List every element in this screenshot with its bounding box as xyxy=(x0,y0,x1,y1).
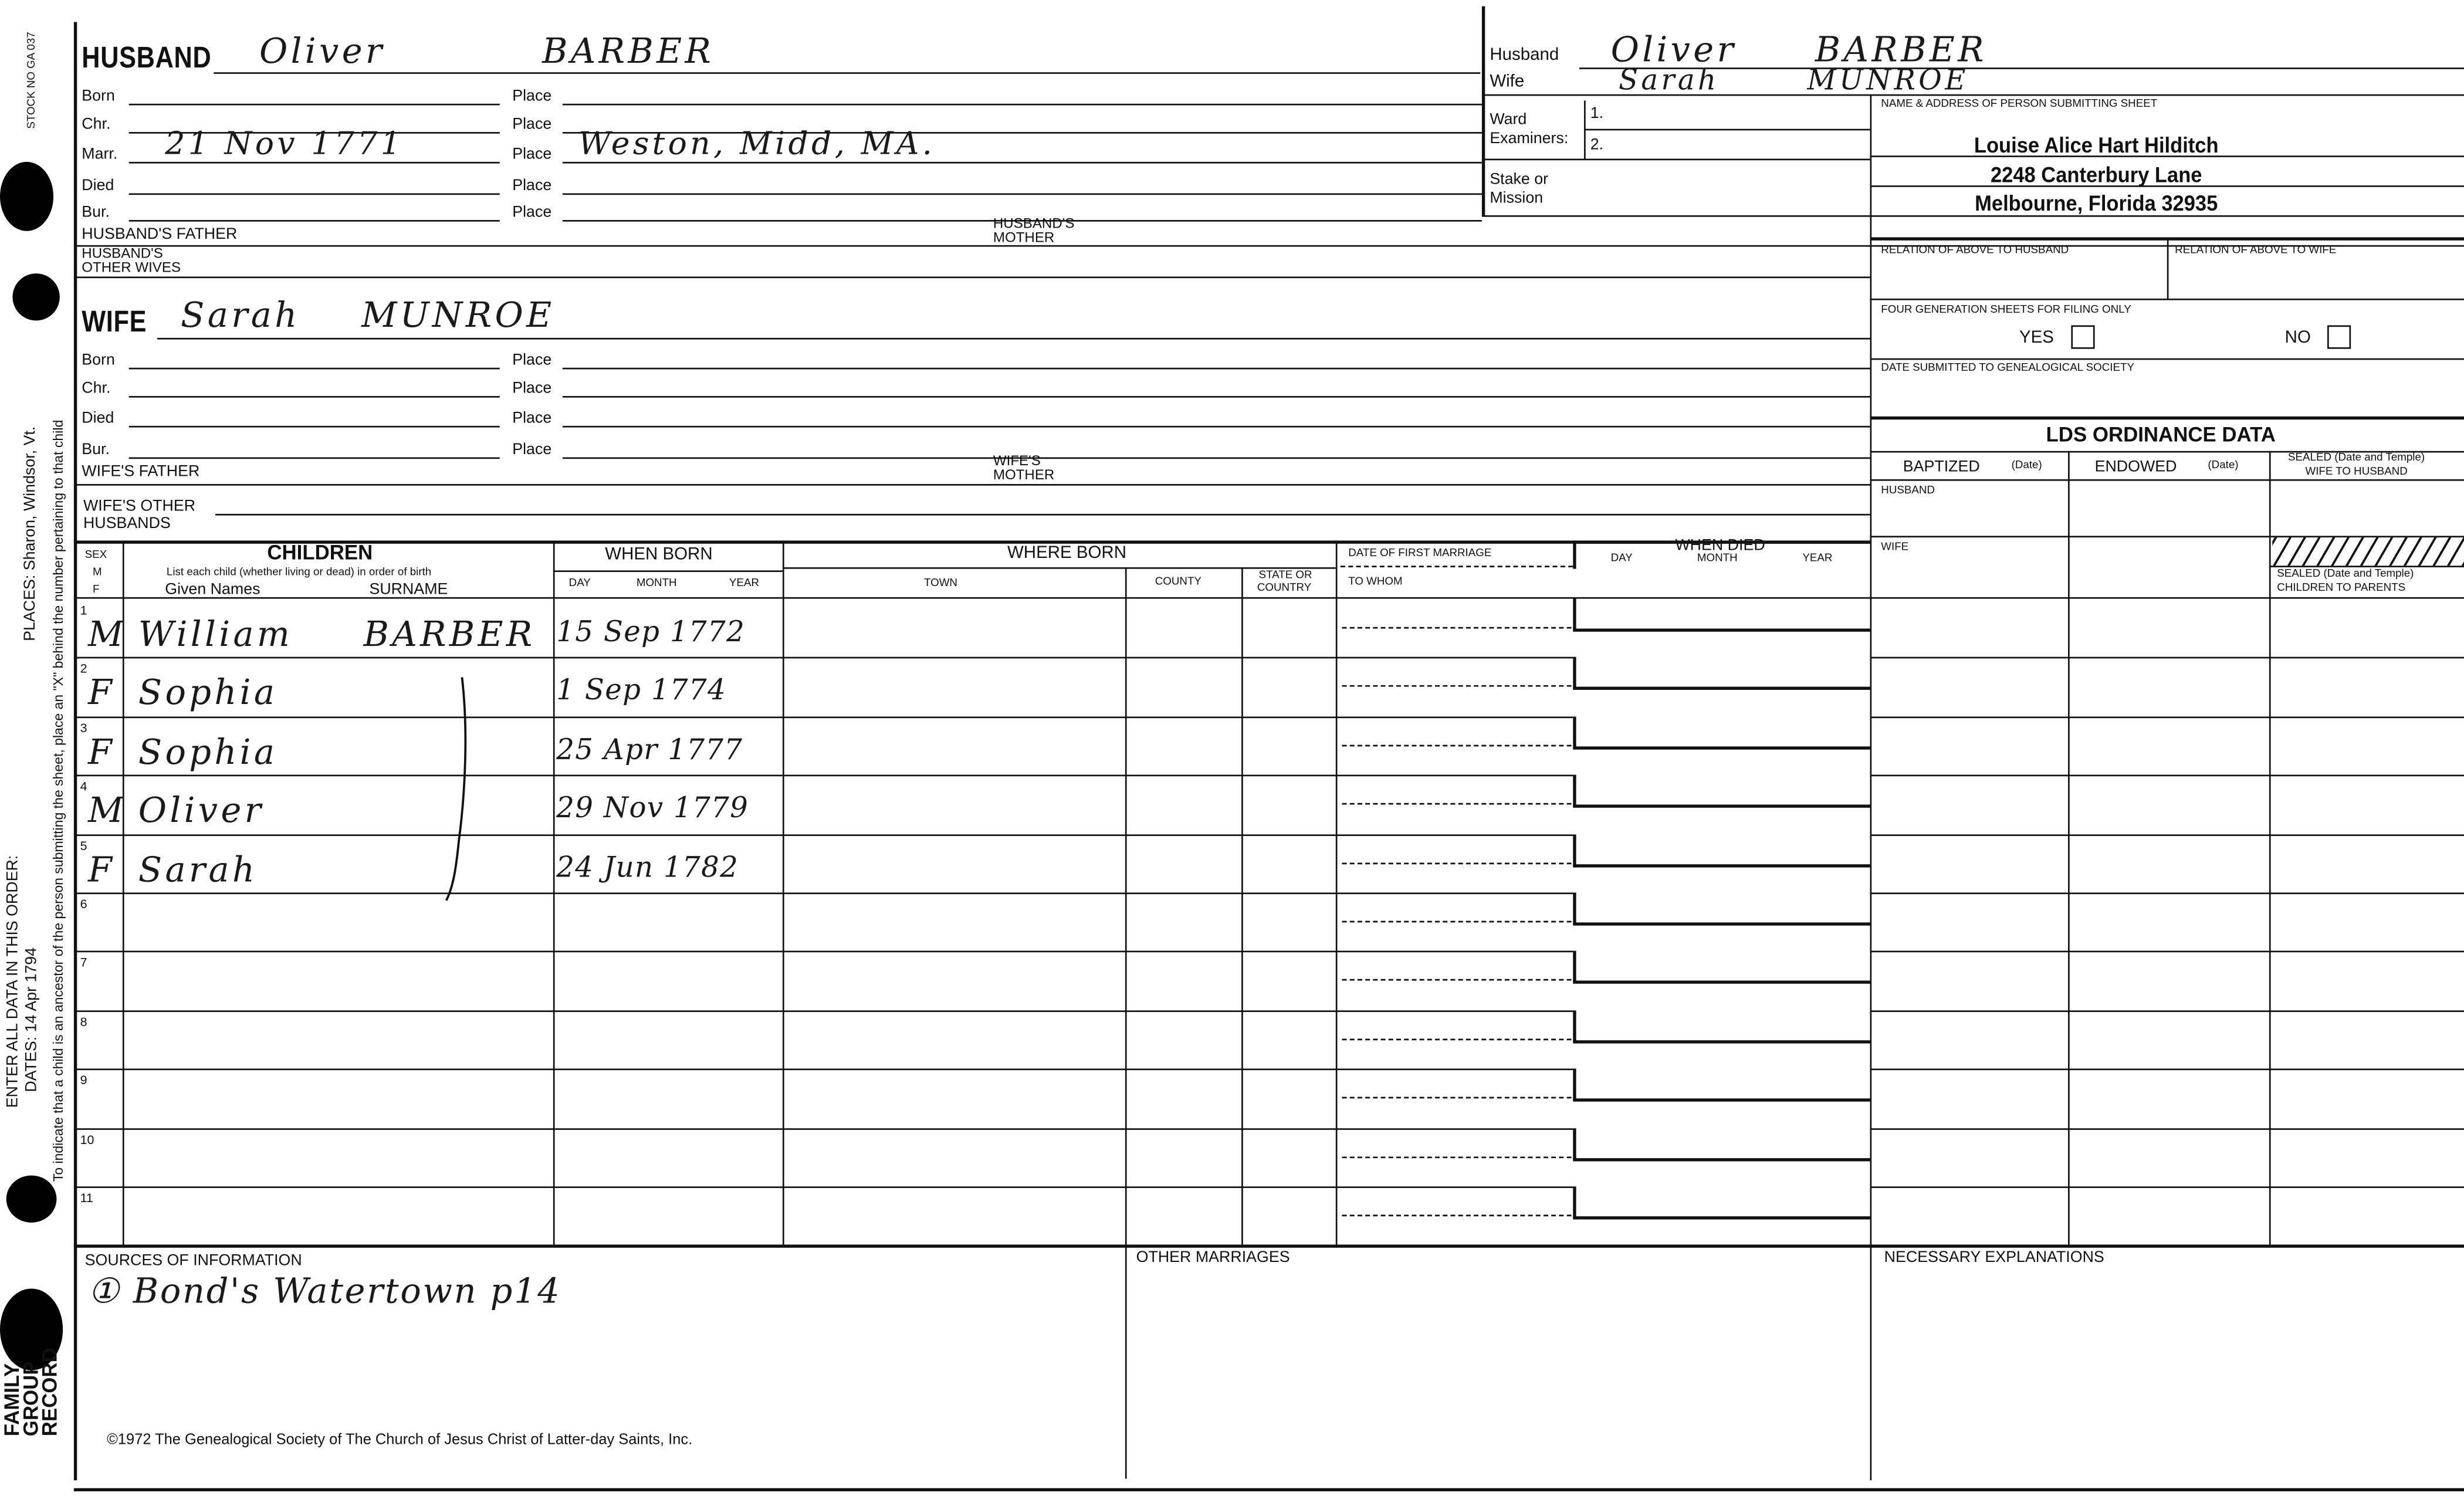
submitter-line-3 xyxy=(1870,215,2464,217)
husband-born-label: Born xyxy=(82,88,115,106)
tr-husband-label: Husband xyxy=(1490,45,1559,65)
left-border xyxy=(74,22,77,1481)
lds-row-line xyxy=(1870,952,2464,953)
child-number: 2 xyxy=(80,662,87,676)
lds-wife-row: WIFE xyxy=(1881,542,1909,553)
sex-header-2: M xyxy=(93,567,102,578)
date-submitted-bottom-line xyxy=(1870,417,2464,419)
died-month-header: MONTH xyxy=(1697,553,1738,564)
lds-sealed-children-1: SEALED (Date and Temple) xyxy=(2277,568,2414,580)
died-box-left xyxy=(1573,1186,1576,1218)
examiner-1: 1. xyxy=(1590,105,1604,123)
top-right-box-border xyxy=(1482,6,1485,215)
first-marriage-dash-line xyxy=(1342,1038,1572,1040)
when-died-leftline xyxy=(1573,540,1576,568)
where-born-subline xyxy=(783,567,1336,569)
first-marriage-dash-line xyxy=(1342,803,1572,805)
enter-all-note: ENTER ALL DATA IN THIS ORDER: xyxy=(5,855,22,1108)
lds-sealed-wife-1: SEALED (Date and Temple) xyxy=(2288,452,2425,464)
other-marriages-label: OTHER MARRIAGES xyxy=(1136,1249,1290,1267)
stock-number: STOCK NO GA 037 xyxy=(26,32,38,129)
lds-header-line xyxy=(1870,479,2464,481)
wife-mother-label-2: MOTHER xyxy=(993,466,1055,483)
binder-hole-2 xyxy=(12,273,59,320)
tr-wife-label: Wife xyxy=(1490,72,1525,92)
lds-row-line xyxy=(1870,1069,2464,1071)
died-box-left xyxy=(1573,1128,1576,1159)
died-box-left xyxy=(1573,1069,1576,1101)
died-box-left xyxy=(1573,599,1576,631)
town-header: TOWN xyxy=(924,578,957,590)
right-panel-border xyxy=(1870,94,1872,1481)
died-box-bottom xyxy=(1573,688,1870,691)
sources-text[interactable]: ① Bond's Watertown p14 xyxy=(88,1272,561,1312)
when-died-topline xyxy=(1573,540,1870,543)
children-header-bottom xyxy=(74,597,1870,599)
county-header: COUNTY xyxy=(1155,577,1201,588)
child-sex[interactable]: F xyxy=(88,675,112,715)
died-box-left xyxy=(1573,952,1576,983)
wife-parents-line xyxy=(74,484,1870,486)
child-name[interactable]: Sophia xyxy=(138,733,278,773)
no-checkbox[interactable] xyxy=(2327,325,2351,348)
wife-father-label: WIFE'S FATHER xyxy=(82,463,200,481)
husband-heading: HUSBAND xyxy=(82,42,212,76)
four-gen-label: FOUR GENERATION SHEETS FOR FILING ONLY xyxy=(1881,304,2131,316)
died-box-bottom xyxy=(1573,864,1870,867)
husband-surname[interactable]: BARBER xyxy=(542,33,715,73)
children-subheader: List each child (whether living or dead) in order of birth xyxy=(166,567,432,578)
examiner-2: 2. xyxy=(1590,137,1604,154)
died-box-left xyxy=(1573,658,1576,689)
wife-died-place-label: Place xyxy=(512,410,552,428)
wife-given-name[interactable]: Sarah xyxy=(181,297,300,337)
child-row-line xyxy=(74,775,1573,777)
lds-sealed-children-2: CHILDREN TO PARENTS xyxy=(2277,583,2406,594)
examiner-1-line xyxy=(1584,129,1870,131)
child-sex[interactable]: M xyxy=(88,616,124,655)
husband-died-place-line xyxy=(563,193,1482,195)
submitter-line-2 xyxy=(1870,185,2464,187)
bottom-border xyxy=(74,1488,2464,1491)
husband-marr-date[interactable]: 21 Nov 1771 xyxy=(165,124,404,162)
child-number: 6 xyxy=(80,897,87,912)
died-box-left xyxy=(1573,716,1576,748)
ward-label: Ward xyxy=(1490,111,1527,129)
when-died-header: WHEN DIED xyxy=(1675,537,1765,555)
no-label: NO xyxy=(2284,328,2311,347)
husband-mother-label-2: MOTHER xyxy=(993,229,1055,245)
sealed-wife-hatch xyxy=(2272,537,2464,566)
died-box-left xyxy=(1573,834,1576,865)
lds-row-line xyxy=(1870,1128,2464,1129)
state-header-1: STATE OR xyxy=(1258,570,1312,582)
died-box-left xyxy=(1573,775,1576,807)
stake-bottom-line xyxy=(1482,215,1870,217)
wife-born-line xyxy=(129,368,500,370)
child-row-line xyxy=(74,658,1573,659)
when-born-subline xyxy=(553,570,783,572)
child-birth-date[interactable]: 25 Apr 1777 xyxy=(556,733,743,767)
husband-born-place-label: Place xyxy=(512,88,552,106)
child-number: 10 xyxy=(80,1132,94,1147)
died-box-bottom xyxy=(1573,922,1870,925)
child-number: 7 xyxy=(80,956,87,970)
child-birth-date[interactable]: 29 Nov 1779 xyxy=(556,792,749,825)
husband-given-name[interactable]: Oliver xyxy=(259,33,385,73)
child-row-line xyxy=(74,834,1573,835)
tr-husband-given[interactable]: Oliver xyxy=(1610,31,1737,71)
wife-other-husbands-label-1: WIFE'S OTHER xyxy=(83,498,196,516)
child-row-line xyxy=(74,1069,1573,1071)
lds-sealed-wife-2: WIFE TO HUSBAND xyxy=(2305,466,2408,478)
husband-name-line xyxy=(214,72,1480,74)
wife-bur-line xyxy=(129,457,500,459)
surname-header: SURNAME xyxy=(369,581,448,599)
lds-endowed-date: (Date) xyxy=(2208,460,2239,472)
husband-bur-place-label: Place xyxy=(512,204,552,222)
lds-hatch-line xyxy=(2269,566,2464,567)
first-marriage-dash-line xyxy=(1342,862,1572,864)
stake-label-2: Mission xyxy=(1490,190,1544,208)
submitter-street[interactable]: 2248 Canterbury Lane xyxy=(1990,161,2202,187)
wife-other-husbands-label-2: HUSBANDS xyxy=(83,515,171,533)
husband-died-place-label: Place xyxy=(512,177,552,195)
husband-chr-place-label: Place xyxy=(512,116,552,134)
lds-col-1 xyxy=(2068,451,2070,1245)
places-note: PLACES: Sharon, Windsor, Vt. xyxy=(22,426,39,641)
child-sex[interactable]: M xyxy=(88,792,124,832)
wife-heading: WIFE xyxy=(82,306,147,340)
indicate-note: To indicate that a child is an ancestor of the person submitting the sheet, place an "X" behind the number pertaining to that child xyxy=(50,419,66,1182)
wife-chr-label: Chr. xyxy=(82,380,111,398)
record-title-line-3: RECORD xyxy=(38,1348,62,1437)
wife-name-line xyxy=(157,338,1870,340)
child-birth-date[interactable]: 15 Sep 1772 xyxy=(556,616,746,649)
wife-born-place-label: Place xyxy=(512,352,552,370)
husband-marr-place-label: Place xyxy=(512,146,552,164)
when-born-header: WHEN BORN xyxy=(605,545,713,564)
lds-row-line xyxy=(1870,892,2464,894)
child-row-line xyxy=(74,1186,1573,1188)
wife-chr-place-line xyxy=(563,396,1870,398)
husband-born-line xyxy=(129,104,500,106)
child-name[interactable]: Oliver xyxy=(138,792,265,832)
copyright: ©1972 The Genealogical Society of The Church of Jesus Christ of Latter-day Saints, Inc. xyxy=(107,1431,693,1449)
wife-died-label: Died xyxy=(82,410,114,428)
child-row-line xyxy=(74,952,1573,953)
husband-died-label: Died xyxy=(82,177,114,195)
died-box-bottom xyxy=(1573,805,1870,808)
died-box-left xyxy=(1573,1010,1576,1042)
died-year-header: YEAR xyxy=(1802,553,1833,564)
lds-row-line xyxy=(1870,834,2464,835)
child-number: 9 xyxy=(80,1073,87,1088)
husband-chr-label: Chr. xyxy=(82,116,111,134)
died-box-bottom xyxy=(1573,746,1870,749)
wife-chr-line xyxy=(129,396,500,398)
relation-wife-label: RELATION OF ABOVE TO WIFE xyxy=(2175,245,2337,256)
wife-died-line xyxy=(129,426,500,428)
wife-born-label: Born xyxy=(82,352,115,370)
tr-husband-surname[interactable]: BARBER xyxy=(1815,31,1987,71)
husband-bur-label: Bur. xyxy=(82,204,110,222)
husband-parents-line xyxy=(74,245,2464,247)
wife-other-husbands-line xyxy=(215,514,1870,516)
binder-hole-1 xyxy=(0,162,53,231)
husband-born-place-line xyxy=(563,104,1482,106)
tr-wife-given[interactable]: Sarah xyxy=(1618,64,1720,98)
born-year-header: YEAR xyxy=(729,578,759,590)
lds-row-line xyxy=(1870,716,2464,718)
husband-mother-label-1: HUSBAND'S xyxy=(993,215,1075,231)
husband-died-line xyxy=(129,193,500,195)
dates-note: DATES: 14 Apr 1794 xyxy=(23,947,41,1092)
first-marriage-dash-line xyxy=(1342,980,1572,981)
record-title xyxy=(0,1348,62,1437)
wife-surname[interactable]: MUNROE xyxy=(361,297,555,337)
child-sex[interactable]: F xyxy=(88,733,112,773)
children-bottom-line xyxy=(74,1244,2464,1247)
submitter-name[interactable]: Louise Alice Hart Hilditch xyxy=(1974,132,2219,157)
child-row-line xyxy=(74,1128,1573,1129)
lds-endowed: ENDOWED xyxy=(2094,459,2177,476)
first-marriage-header: DATE OF FIRST MARRIAGE xyxy=(1348,548,1492,560)
husband-other-wives-label-1: HUSBAND'S xyxy=(82,245,163,261)
lds-row-line xyxy=(1870,658,2464,659)
wife-bur-place-line xyxy=(563,457,1870,459)
child-birth-date[interactable]: 24 Jun 1782 xyxy=(556,851,739,884)
yes-label: YES xyxy=(2019,328,2054,347)
first-marriage-dash xyxy=(1341,566,1573,567)
first-marriage-dash-line xyxy=(1342,744,1572,746)
died-box-bottom xyxy=(1573,981,1870,984)
submitter-line-1 xyxy=(1870,155,2464,157)
submitter-label: NAME & ADDRESS OF PERSON SUBMITTING SHEET xyxy=(1881,99,2158,110)
husband-marr-line xyxy=(129,162,500,164)
born-day-header: DAY xyxy=(568,578,591,590)
first-marriage-dash-line xyxy=(1342,921,1572,923)
child-name[interactable]: William BARBER xyxy=(138,616,536,655)
husband-marr-place[interactable]: Weston, Midd, MA. xyxy=(578,124,936,162)
first-marriage-dash-line xyxy=(1342,1156,1572,1157)
col-county xyxy=(1241,567,1243,1244)
first-marriage-dash-line xyxy=(1342,686,1572,688)
yes-checkbox[interactable] xyxy=(2071,325,2094,348)
relation-husband-label: RELATION OF ABOVE TO HUSBAND xyxy=(1881,245,2069,256)
lds-wife-line xyxy=(1870,597,2464,599)
lds-row-line xyxy=(1870,1186,2464,1188)
child-number: 11 xyxy=(80,1191,93,1206)
wife-died-place-line xyxy=(563,426,1870,428)
tr-wife-line xyxy=(1482,94,2464,96)
died-day-header: DAY xyxy=(1610,553,1633,564)
husband-other-wives-line xyxy=(74,276,1870,278)
wife-mother-label-1: WIFE'S xyxy=(993,452,1041,469)
binder-hole-3 xyxy=(6,1176,57,1223)
husband-marr-label: Marr. xyxy=(82,146,118,164)
died-box-bottom xyxy=(1573,1216,1870,1219)
record-title-line-1: FAMILY xyxy=(0,1363,24,1437)
died-box-left xyxy=(1573,892,1576,924)
col-town xyxy=(1125,567,1127,1479)
husband-marr-place-line xyxy=(563,162,1482,164)
child-birth-date[interactable]: 1 Sep 1774 xyxy=(556,675,727,708)
husband-other-wives-label-2: OTHER WIVES xyxy=(82,259,181,275)
examiners-label: Examiners: xyxy=(1490,130,1569,148)
lds-husband-row: HUSBAND xyxy=(1881,485,1935,497)
first-marriage-dash-line xyxy=(1342,1097,1572,1099)
sources-label: SOURCES OF INFORMATION xyxy=(84,1252,302,1270)
child-number: 5 xyxy=(80,838,87,853)
wife-bur-label: Bur. xyxy=(82,441,110,459)
tr-wife-surname[interactable]: MUNROE xyxy=(1807,64,1969,98)
died-box-bottom xyxy=(1573,1040,1870,1043)
husband-bur-line xyxy=(129,220,500,222)
first-marriage-dash-line xyxy=(1342,627,1572,629)
child-sex[interactable]: F xyxy=(88,851,112,891)
stake-label-1: Stake or xyxy=(1490,171,1549,189)
lds-baptized-date: (Date) xyxy=(2011,460,2042,472)
children-header: CHILDREN xyxy=(267,540,373,564)
wife-born-place-line xyxy=(563,368,1870,370)
born-month-header: MONTH xyxy=(636,578,677,590)
child-number: 8 xyxy=(80,1014,87,1029)
submitter-city[interactable]: Melbourne, Florida 32935 xyxy=(1975,190,2218,215)
relation-bottom-line xyxy=(1870,299,2464,300)
state-header-2: COUNTRY xyxy=(1257,583,1312,594)
child-row-line xyxy=(74,1010,1573,1012)
husband-father-label: HUSBAND'S FATHER xyxy=(82,226,238,244)
ward-bottom-line xyxy=(1482,159,1870,161)
relation-divider xyxy=(2167,239,2169,299)
child-name[interactable]: Sarah xyxy=(138,851,258,891)
lds-row-line xyxy=(1870,775,2464,777)
lds-row-line xyxy=(1870,1010,2464,1012)
wife-chr-place-label: Place xyxy=(512,380,552,398)
four-gen-bottom-line xyxy=(1870,358,2464,360)
wife-bur-place-label: Place xyxy=(512,441,552,459)
first-marriage-dash-line xyxy=(1342,1215,1572,1217)
surname-ditto-bracket xyxy=(424,668,487,919)
sex-header-3: F xyxy=(93,584,100,596)
where-born-header: WHERE BORN xyxy=(1007,543,1126,563)
date-submitted-label: DATE SUBMITTED TO GENEALOGICAL SOCIETY xyxy=(1881,363,2134,374)
died-box-bottom xyxy=(1573,1099,1870,1102)
child-number: 3 xyxy=(80,720,87,736)
sex-header-1: SEX xyxy=(84,550,107,561)
lds-title: LDS ORDINANCE DATA xyxy=(2046,422,2276,446)
died-box-bottom xyxy=(1573,1157,1870,1160)
lds-col-2 xyxy=(2269,451,2271,1245)
child-number: 4 xyxy=(80,780,87,794)
record-title-line-2: GROUP xyxy=(19,1361,43,1437)
given-names-header: Given Names xyxy=(165,581,260,599)
explanations-label: NECESSARY EXPLANATIONS xyxy=(1884,1249,2104,1267)
child-row-line xyxy=(74,892,1573,894)
child-number: 1 xyxy=(80,603,87,618)
to-whom-header: TO WHOM xyxy=(1348,577,1403,588)
child-name[interactable]: Sophia xyxy=(138,675,278,715)
child-row-line xyxy=(74,716,1573,718)
died-box-bottom xyxy=(1573,628,1870,631)
lds-baptized: BAPTIZED xyxy=(1903,459,1980,476)
